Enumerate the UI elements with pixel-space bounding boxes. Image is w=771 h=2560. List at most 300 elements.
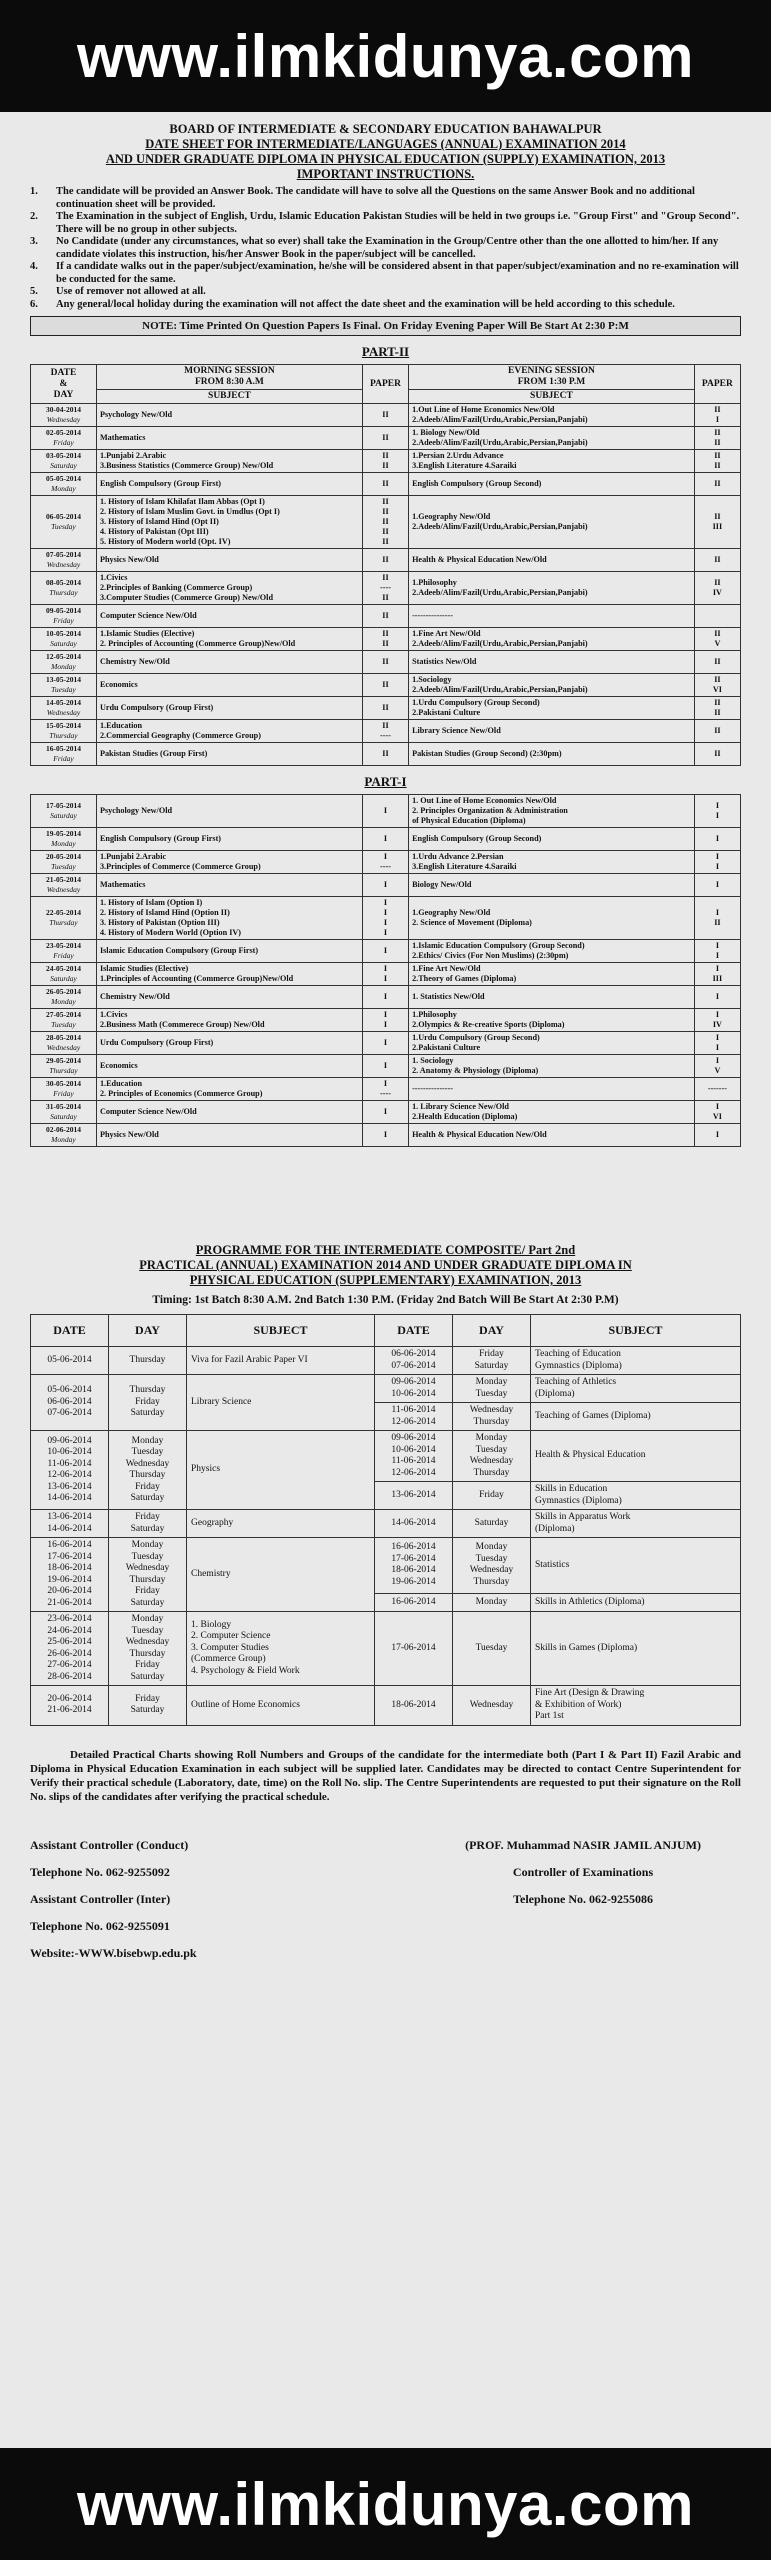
practical-body [31, 1347, 741, 1726]
day-value: Monday [51, 997, 76, 1006]
morning-paper: II [362, 404, 408, 427]
prac-date-header: DATE [375, 1315, 453, 1347]
morning-paper: II [362, 651, 408, 674]
part1-body [31, 795, 741, 1147]
date-value: 29-05-2014 [45, 1056, 81, 1065]
practical-date: 13-06-2014 14-06-2014 [31, 1510, 109, 1538]
evening-paper: II [694, 743, 740, 766]
evening-paper: I I [694, 1032, 740, 1055]
exam-date [31, 572, 97, 605]
morning-paper: II II [362, 450, 408, 473]
date-value: 22-05-2014 [45, 908, 81, 917]
date-value: 08-05-2014 [45, 578, 81, 587]
practical-date: 17-06-2014 [375, 1612, 453, 1686]
practical-subject: Viva for Fazil Arabic Paper VI [187, 1347, 375, 1375]
exam-date [31, 986, 97, 1009]
date-value: 09-05-2014 [45, 606, 81, 615]
exam-date [31, 1101, 97, 1124]
table-row [31, 404, 741, 427]
day-value: Tuesday [51, 1020, 76, 1029]
practical-row [31, 1347, 741, 1375]
evening-subject: 1.Urdu Compulsory (Group Second) 2.Pakistani Culture [409, 1032, 695, 1055]
morning-subject: Chemistry New/Old [96, 986, 362, 1009]
exam-date [31, 674, 97, 697]
morning-paper: I [362, 940, 408, 963]
morning-subject: 1.Punjabi 2.Arabic 3.Principles of Commerce (Commerce Group) [96, 851, 362, 874]
evening-subject: 1.Fine Art New/Old 2.Adeeb/Alim/Fazil(Urdu,Arabic,Persian,Panjabi) [409, 628, 695, 651]
evening-paper: I [694, 874, 740, 897]
evening-paper: I I [694, 795, 740, 828]
table-row [31, 851, 741, 874]
morning-subject: Computer Science New/Old [96, 1101, 362, 1124]
morning-paper: II [362, 549, 408, 572]
controller-title: Controller of Examinations [512, 1864, 654, 1879]
board-name: BOARD OF INTERMEDIATE & SECONDARY EDUCATION BAHAWALPUR [169, 122, 602, 136]
table-row [31, 651, 741, 674]
evening-paper: I I [694, 940, 740, 963]
evening-paper [694, 605, 740, 628]
day-value: Wednesday [46, 560, 81, 569]
paper-header: PAPER [694, 365, 740, 404]
date-value: 30-04-2014 [45, 405, 81, 414]
exam-date [31, 450, 97, 473]
practical-date: 06-06-2014 07-06-2014 [375, 1347, 453, 1375]
date-value: 16-05-2014 [45, 744, 81, 753]
day-value: Tuesday [51, 862, 76, 871]
table-row [31, 697, 741, 720]
practical-subject: Skills in Apparatus Work (Diploma) [531, 1510, 741, 1538]
time-note: NOTE: Time Printed On Question Papers Is Final. On Friday Evening Paper Will Be Start At 2:30 P:M [30, 316, 741, 336]
exam-date [31, 549, 97, 572]
exam-date [31, 1124, 97, 1147]
website: Website:-WWW.bisebwp.edu.pk [30, 1945, 197, 1960]
morning-subject: Mathematics [96, 427, 362, 450]
prac-day-header: DAY [453, 1315, 531, 1347]
evening-paper: II [694, 473, 740, 496]
part2-title: PART-II [361, 344, 410, 359]
exam-date [31, 605, 97, 628]
day-value: Saturday [50, 639, 77, 648]
morning-subject: 1.Education 2. Principles of Economics (Commerce Group) [96, 1078, 362, 1101]
morning-subject: 1.Education 2.Commercial Geography (Commerce Group) [96, 720, 362, 743]
practical-row [31, 1686, 741, 1726]
practical-subject: 1. Biology 2. Computer Science 3. Computer Studies (Commerce Group) 4. Psychology & Field Work [187, 1612, 375, 1686]
practical-day: Wednesday [453, 1686, 531, 1726]
exam-date [31, 940, 97, 963]
evening-paper: I [694, 828, 740, 851]
table-row [31, 1009, 741, 1032]
morning-paper: II [362, 473, 408, 496]
practical-day: Thursday [109, 1347, 187, 1375]
practical-subject: Teaching of Education Gymnastics (Diploma) [531, 1347, 741, 1375]
evening-subject: 1.Geography New/Old 2.Adeeb/Alim/Fazil(Urdu,Arabic,Persian,Panjabi) [409, 496, 695, 549]
datesheet-title: DATE SHEET FOR INTERMEDIATE/LANGUAGES (ANNUAL) EXAMINATION 2014 [145, 137, 626, 151]
table-row [31, 963, 741, 986]
exam-date [31, 1032, 97, 1055]
morning-subject: Computer Science New/Old [96, 605, 362, 628]
evening-subject: Health & Physical Education New/Old [409, 1124, 695, 1147]
day-value: Friday [53, 754, 74, 763]
programme-title [30, 1243, 741, 1288]
evening-paper: I V [694, 1055, 740, 1078]
morning-subject: English Compulsory (Group First) [96, 828, 362, 851]
day-value: Thursday [49, 731, 78, 740]
part1-table [30, 794, 741, 1147]
exam-date [31, 473, 97, 496]
morning-subject: 1.Civics 2.Business Math (Commerece Group) New/Old [96, 1009, 362, 1032]
controller-name: (PROF. Muhammad NASIR JAMIL ANJUM) [465, 1837, 701, 1852]
prac-date-header: DATE [31, 1315, 109, 1347]
instruction-text: Any general/local holiday during the examination will not affect the date sheet and the examination will be held according to this schedule. [56, 298, 675, 310]
practical-table [30, 1314, 741, 1726]
instruction-item [30, 186, 741, 211]
evening-paper: II VI [694, 674, 740, 697]
timing-line: Timing: 1st Batch 8:30 A.M. 2nd Batch 1:30 P.M. (Friday 2nd Batch Will Be Start At 2:30 P.M) [152, 1294, 619, 1306]
telephone-controller: Telephone No. 062-9255086 [513, 1891, 653, 1906]
date-value: 06-05-2014 [45, 512, 81, 521]
practical-date: 05-06-2014 [31, 1347, 109, 1375]
practical-day: Friday [453, 1482, 531, 1510]
morning-subject: Pakistan Studies (Group First) [96, 743, 362, 766]
date-value: 14-05-2014 [45, 698, 81, 707]
practical-row [31, 1375, 741, 1403]
practical-day: Friday Saturday [453, 1347, 531, 1375]
evening-subject: 1.Philosophy 2.Adeeb/Alim/Fazil(Urdu,Arabic,Persian,Panjabi) [409, 572, 695, 605]
morning-subject: Physics New/Old [96, 1124, 362, 1147]
day-value: Friday [53, 951, 74, 960]
evening-paper: I I [694, 851, 740, 874]
morning-paper: II [362, 605, 408, 628]
evening-subject: English Compulsory (Group Second) [409, 473, 695, 496]
practical-date: 09-06-2014 10-06-2014 [375, 1375, 453, 1403]
morning-subject: 1.Punjabi 2.Arabic 3.Business Statistics (Commerce Group) New/Old [96, 450, 362, 473]
morning-paper: II [362, 743, 408, 766]
date-value: 13-05-2014 [45, 675, 81, 684]
evening-subject: 1.Sociology 2.Adeeb/Alim/Fazil(Urdu,Arabic,Persian,Panjabi) [409, 674, 695, 697]
evening-subject: Library Science New/Old [409, 720, 695, 743]
morning-subject: Physics New/Old [96, 549, 362, 572]
morning-paper: II ---- [362, 720, 408, 743]
practical-row [31, 1510, 741, 1538]
practical-day: Friday Saturday [109, 1510, 187, 1538]
morning-paper: I [362, 1055, 408, 1078]
exam-date [31, 628, 97, 651]
practical-subject: Outline of Home Economics [187, 1686, 375, 1726]
date-value: 03-05-2014 [45, 451, 81, 460]
practical-subject: Physics [187, 1431, 375, 1510]
evening-subject: Pakistan Studies (Group Second) (2:30pm) [409, 743, 695, 766]
practical-subject: Skills in Athletics (Diploma) [531, 1593, 741, 1611]
table-row [31, 496, 741, 549]
morning-paper: I [362, 1101, 408, 1124]
instructions-title: IMPORTANT INSTRUCTIONS. [296, 167, 475, 181]
instruction-text: The Examination in the subject of English, Urdu, Islamic Education Pakistan Studies will be held in two groups i.e. "Group First" and "Group Second". There will be no group in other subjects. [56, 211, 740, 235]
board-header [30, 122, 741, 182]
day-value: Saturday [50, 1112, 77, 1121]
practical-day: Monday [453, 1593, 531, 1611]
date-value: 15-05-2014 [45, 721, 81, 730]
practical-row [31, 1538, 741, 1594]
practical-subject: Chemistry [187, 1538, 375, 1612]
day-value: Wednesday [46, 708, 81, 717]
telephone-conduct: Telephone No. 062-9255092 [30, 1864, 170, 1879]
practical-subject: Health & Physical Education [531, 1431, 741, 1482]
exam-date [31, 828, 97, 851]
practical-row [31, 1612, 741, 1686]
evening-subject: 1. Library Science New/Old 2.Health Education (Diploma) [409, 1101, 695, 1124]
table-row [31, 450, 741, 473]
morning-subject: Islamic Studies (Elective) 1.Principles of Accounting (Commerce Group)New/Old [96, 963, 362, 986]
date-value: 12-05-2014 [45, 652, 81, 661]
practical-date: 16-06-2014 17-06-2014 18-06-2014 19-06-2014 20-06-2014 21-06-2014 [31, 1538, 109, 1612]
table-row [31, 897, 741, 940]
day-value: Friday [53, 616, 74, 625]
morning-paper: I [362, 986, 408, 1009]
morning-subject: Economics [96, 1055, 362, 1078]
ac-inter: Assistant Controller (Inter) [30, 1891, 171, 1906]
evening-paper: II [694, 651, 740, 674]
evening-paper: II [694, 720, 740, 743]
subject-header: SUBJECT [96, 390, 362, 404]
date-value: 27-05-2014 [45, 1010, 81, 1019]
exam-date [31, 1078, 97, 1101]
exam-date [31, 697, 97, 720]
practical-subject: Teaching of Athletics (Diploma) [531, 1375, 741, 1403]
exam-date [31, 496, 97, 549]
paper-header: PAPER [362, 365, 408, 404]
morning-subject: Islamic Education Compulsory (Group First) [96, 940, 362, 963]
day-value: Wednesday [46, 885, 81, 894]
morning-paper: II II II II II [362, 496, 408, 549]
instruction-number: 6. [30, 298, 38, 310]
morning-paper: I [362, 1124, 408, 1147]
practical-date: 20-06-2014 21-06-2014 [31, 1686, 109, 1726]
practical-date: 14-06-2014 [375, 1510, 453, 1538]
instruction-text: Use of remover not allowed at all. [56, 286, 206, 297]
exam-date [31, 897, 97, 940]
morning-subject: 1.Islamic Studies (Elective) 2. Principles of Accounting (Commerce Group)New/Old [96, 628, 362, 651]
morning-subject: Economics [96, 674, 362, 697]
morning-paper: I [362, 874, 408, 897]
morning-subject: Psychology New/Old [96, 795, 362, 828]
day-value: Friday [53, 438, 74, 447]
practical-date: 16-06-2014 17-06-2014 18-06-2014 19-06-2014 [375, 1538, 453, 1594]
instruction-item [30, 286, 741, 299]
evening-subject: 1. Sociology 2. Anatomy & Physiology (Diploma) [409, 1055, 695, 1078]
prac-subject-header: SUBJECT [187, 1315, 375, 1347]
morning-paper: I ---- [362, 1078, 408, 1101]
table-row [31, 1101, 741, 1124]
evening-subject: 1.Philosophy 2.Olympics & Re-creative Sports (Diploma) [409, 1009, 695, 1032]
morning-subject: Urdu Compulsory (Group First) [96, 1032, 362, 1055]
evening-subject: 1. Statistics New/Old [409, 986, 695, 1009]
table-row [31, 473, 741, 496]
exam-date [31, 720, 97, 743]
table-row [31, 572, 741, 605]
morning-paper: I [362, 795, 408, 828]
practical-subject: Teaching of Games (Diploma) [531, 1403, 741, 1431]
morning-header: MORNING SESSION FROM 8:30 A.M [96, 365, 362, 390]
date-value: 24-05-2014 [45, 964, 81, 973]
prac-subject-header: SUBJECT [531, 1315, 741, 1347]
practical-day: Monday Tuesday Wednesday Thursday Friday Saturday [109, 1538, 187, 1612]
table-row [31, 1032, 741, 1055]
practical-details: Detailed Practical Charts showing Roll Numbers and Groups of the candidate for the intermediate both (Part I & Part II) Fazil Arabic and Diploma in Physical Education Examination in each subject will be supplied later. Candidates may be directed to contact Centre Superintendent for Verify their practical schedule (Laboratory, date, time) on the Roll No. slip. The Centre Superintendents are requested to put their signature on the Roll No. slips of the candidates after verifying the practical schedule. [30, 1748, 741, 1803]
practical-date: 09-06-2014 10-06-2014 11-06-2014 12-06-2014 [375, 1431, 453, 1482]
prac-day-header: DAY [109, 1315, 187, 1347]
programme-title-line: PROGRAMME FOR THE INTERMEDIATE COMPOSITE/ Part 2nd [195, 1243, 576, 1257]
table-row [31, 605, 741, 628]
morning-paper: I I [362, 1009, 408, 1032]
instruction-text: The candidate will be provided an Answer Book. The candidate will have to solve all the Questions on the same Answer Book and no additional continuation sheet will be provided. [56, 186, 695, 210]
practical-day: Wednesday Thursday [453, 1403, 531, 1431]
instructions-list [30, 186, 741, 311]
morning-paper: II II [362, 628, 408, 651]
practical-date: 23-06-2014 24-06-2014 25-06-2014 26-06-2014 27-06-2014 28-06-2014 [31, 1612, 109, 1686]
programme-title-line: PRACTICAL (ANNUAL) EXAMINATION 2014 AND UNDER GRADUATE DIPLOMA IN [139, 1258, 632, 1272]
practical-day: Monday Tuesday Wednesday Thursday Friday Saturday [109, 1612, 187, 1686]
table-row [31, 427, 741, 450]
evening-paper: I II [694, 897, 740, 940]
exam-date [31, 651, 97, 674]
practical-subject: Fine Art (Design & Drawing & Exhibition of Work) Part 1st [531, 1686, 741, 1726]
evening-paper: II II [694, 450, 740, 473]
table-row [31, 874, 741, 897]
datesheet-paper [0, 112, 771, 2448]
practical-day: Monday Tuesday Wednesday Thursday [453, 1431, 531, 1482]
date-value: 19-05-2014 [45, 829, 81, 838]
day-value: Wednesday [46, 1043, 81, 1052]
day-value: Thursday [49, 918, 78, 927]
evening-paper: II I [694, 404, 740, 427]
evening-subject: 1.Fine Art New/Old 2.Theory of Games (Diploma) [409, 963, 695, 986]
date-header: DATE & DAY [31, 365, 97, 404]
morning-paper: II [362, 697, 408, 720]
practical-day: Thursday Friday Saturday [109, 1375, 187, 1431]
subject-header: SUBJECT [409, 390, 695, 404]
date-value: 26-05-2014 [45, 987, 81, 996]
table-row [31, 1055, 741, 1078]
evening-paper: I VI [694, 1101, 740, 1124]
evening-subject: 1. Out Line of Home Economics New/Old 2. Principles Organization & Administration of Physical Education (Diploma) [409, 795, 695, 828]
instruction-number: 4. [30, 261, 38, 272]
instruction-number: 3. [30, 236, 38, 247]
evening-paper: II III [694, 496, 740, 549]
table-row [31, 1124, 741, 1147]
bottom-banner: www.ilmkidunya.com [0, 2448, 771, 2560]
part2-table [30, 364, 741, 766]
exam-date [31, 963, 97, 986]
morning-paper: I I I I [362, 897, 408, 940]
date-value: 02-05-2014 [45, 428, 81, 437]
table-row [31, 720, 741, 743]
morning-subject: Chemistry New/Old [96, 651, 362, 674]
part2-body [31, 404, 741, 766]
day-value: Monday [51, 839, 76, 848]
practical-day: Monday Tuesday Wednesday Thursday Friday Saturday [109, 1431, 187, 1510]
morning-paper: I [362, 828, 408, 851]
instruction-number: 2. [30, 211, 38, 222]
practical-date: 05-06-2014 06-06-2014 07-06-2014 [31, 1375, 109, 1431]
day-value: Saturday [50, 461, 77, 470]
evening-subject: Statistics New/Old [409, 651, 695, 674]
evening-subject: Health & Physical Education New/Old [409, 549, 695, 572]
evening-paper: I IV [694, 1009, 740, 1032]
day-value: Tuesday [51, 522, 76, 531]
date-value: 17-05-2014 [45, 801, 81, 810]
evening-subject: 1.Islamic Education Compulsory (Group Second) 2.Ethics/ Civics (For Non Muslims) (2:30pm) [409, 940, 695, 963]
evening-paper: II II [694, 427, 740, 450]
morning-subject: 1. History of Islam Khilafat Ilam Abbas (Opt I) 2. History of Islam Muslim Govt. in Umdlus (Opt I) 3. History of Islamd Hind (Opt II) 4. History of Pakistan (Opt III) 5. History of Modern world (Opt. IV) [96, 496, 362, 549]
day-value: Thursday [49, 588, 78, 597]
day-value: Monday [51, 662, 76, 671]
exam-date [31, 427, 97, 450]
instruction-text: If a candidate walks out in the paper/subject/examination, he/she will be considered absent in that paper/subject/examination and no re-examination will be conducted for the same. [56, 261, 739, 285]
exam-date [31, 874, 97, 897]
morning-subject: Mathematics [96, 874, 362, 897]
evening-subject: 1.Geography New/Old 2. Science of Movement (Diploma) [409, 897, 695, 940]
morning-subject: Urdu Compulsory (Group First) [96, 697, 362, 720]
practical-subject: Geography [187, 1510, 375, 1538]
date-value: 10-05-2014 [45, 629, 81, 638]
date-value: 05-05-2014 [45, 474, 81, 483]
morning-subject: English Compulsory (Group First) [96, 473, 362, 496]
practical-day: Monday Tuesday [453, 1375, 531, 1403]
exam-date [31, 1055, 97, 1078]
instruction-item [30, 236, 741, 261]
instruction-item [30, 211, 741, 236]
evening-paper: I [694, 1124, 740, 1147]
exam-date [31, 1009, 97, 1032]
date-value: 21-05-2014 [45, 875, 81, 884]
morning-subject: 1. History of Islam (Option I) 2. History of Islamd Hind (Option II) 3. History of Pakistan (Option III) 4. History of Modern World (Option IV) [96, 897, 362, 940]
top-banner: www.ilmkidunya.com [0, 0, 771, 112]
morning-paper: II [362, 427, 408, 450]
date-value: 30-05-2014 [45, 1079, 81, 1088]
table-row [31, 743, 741, 766]
practical-day: Saturday [453, 1510, 531, 1538]
evening-subject: English Compulsory (Group Second) [409, 828, 695, 851]
morning-paper: I ---- [362, 851, 408, 874]
practical-day: Monday Tuesday Wednesday Thursday [453, 1538, 531, 1594]
practical-date: 11-06-2014 12-06-2014 [375, 1403, 453, 1431]
table-row [31, 986, 741, 1009]
morning-subject: Psychology New/Old [96, 404, 362, 427]
evening-paper: II [694, 549, 740, 572]
instruction-item [30, 299, 741, 312]
table-row [31, 795, 741, 828]
date-value: 23-05-2014 [45, 941, 81, 950]
practical-subject: Statistics [531, 1538, 741, 1594]
telephone-inter: Telephone No. 062-9255091 [30, 1918, 170, 1933]
morning-subject: 1.Civics 2.Principles of Banking (Commerce Group) 3.Computer Studies (Commerce Group) New/Old [96, 572, 362, 605]
practical-date: 13-06-2014 [375, 1482, 453, 1510]
table-row [31, 940, 741, 963]
morning-paper: I [362, 1032, 408, 1055]
evening-paper: ------- [694, 1078, 740, 1101]
instruction-text: No Candidate (under any circumstances, what so ever) shall take the Examination in the Group/Centre other than the one allotted to him/her. If any candidate violates this instruction, his/her Answer Book in the paper/subject will be cancelled. [56, 236, 719, 260]
evening-subject: 1.Out Line of Home Economics New/Old 2.Adeeb/Alim/Fazil(Urdu,Arabic,Persian,Panjabi) [409, 404, 695, 427]
evening-subject: 1. Biology New/Old 2.Adeeb/Alim/Fazil(Urdu,Arabic,Persian,Panjabi) [409, 427, 695, 450]
evening-paper: I [694, 986, 740, 1009]
table-row [31, 549, 741, 572]
date-value: 07-05-2014 [45, 550, 81, 559]
day-value: Friday [53, 1089, 74, 1098]
evening-subject: 1.Urdu Advance 2.Persian 3.English Literature 4.Saraiki [409, 851, 695, 874]
evening-header: EVENING SESSION FROM 1:30 P.M [409, 365, 695, 390]
practical-date: 18-06-2014 [375, 1686, 453, 1726]
day-value: Thursday [49, 1066, 78, 1075]
